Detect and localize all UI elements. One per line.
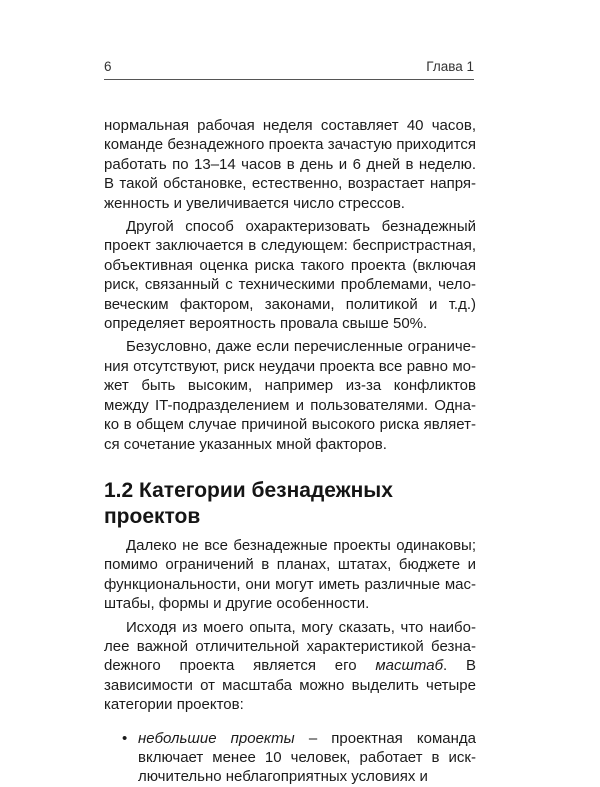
- bullet-icon: •: [122, 729, 128, 747]
- list-item: [122, 729, 477, 787]
- list-item-text: – проектная команда включает менее 10 человек, работает в исключительно неблагоприятных условиях и: [138, 729, 477, 786]
- emphasis-term: масштаб: [375, 657, 444, 675]
- paragraph: [104, 618, 476, 715]
- paragraph: Далеко не все безнадежные проекты одинаковы; помимо ограничений в планах, штатах, бюджете и функциональности, они могут иметь различные масштабы, формы и другие особенности.: [104, 536, 476, 613]
- page-number: 6: [104, 59, 112, 74]
- page-body: [104, 116, 476, 787]
- paragraph-text: Исходя из моего опыта, могу сказать, что наиболее важной отличительной характеристикой безнаdежного проекта является его: [104, 618, 476, 675]
- running-header: [104, 57, 474, 80]
- category-list: [104, 729, 476, 787]
- paragraph-text: . В зависимости от масштаба можно выделить четыре категории проектов:: [104, 657, 477, 714]
- paragraph: Безусловно, даже если перечисленные ограничения отсутствуют, риск неудачи проекта все равно может быть высоким, например из-за конфликтов между IT-подразделением и пользователями. Однако в общем случае причиной высокого риска является сочетание указанных мной факторов.: [104, 338, 476, 453]
- section-heading: 1.2 Категории безнадежных проектов: [104, 478, 393, 528]
- paragraph: Другой способ охарактеризовать безнадежный проект заключается в следующем: беспристрастная, объективная оценка риска такого проекта (включая риск, связанный с техническими проблемами, человеческим фактором, законами, политикой и т.д.) определяет вероятность провала свыше 50%.: [104, 218, 476, 333]
- paragraph: нормальная рабочая неделя составляет 40 часов, команде безнадежного проекта зачастую приходится работать по 13–14 часов в день и 6 дней в неделю. В такой обстановке, естественно, возрастает напряженность и увеличивается число стрессов.: [104, 117, 476, 212]
- list-item-term: небольшие проекты: [138, 729, 295, 747]
- chapter-title: Глава 1: [426, 59, 474, 74]
